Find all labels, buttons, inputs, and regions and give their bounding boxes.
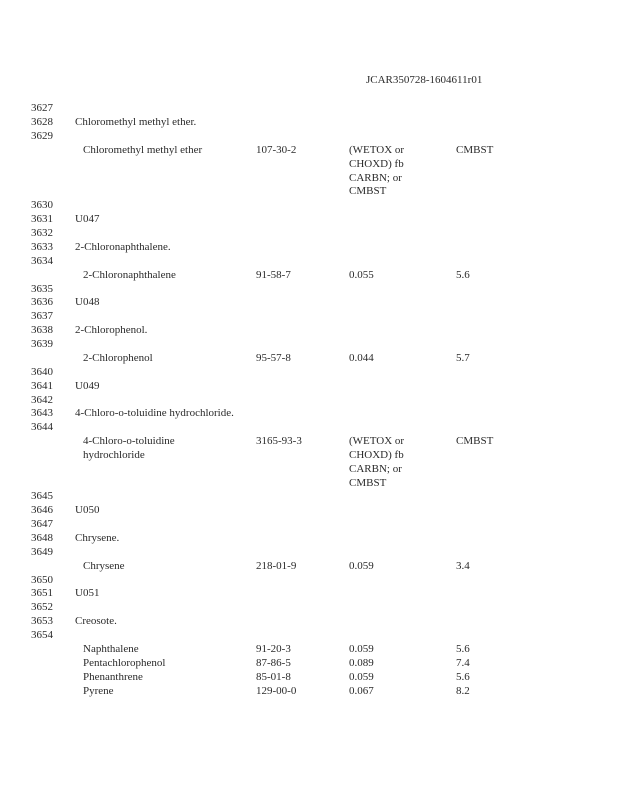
wastewater-standard: 0.055 bbox=[349, 269, 374, 281]
wastewater-standard: 0.067 bbox=[349, 685, 374, 697]
wastewater-standard: CMBST bbox=[349, 477, 387, 489]
constituent-name: 4-Chloro-o-toluidine bbox=[83, 435, 175, 447]
line-number: 3639 bbox=[31, 338, 53, 350]
line-number: 3634 bbox=[31, 255, 53, 267]
nonwastewater-standard: 5.7 bbox=[456, 352, 470, 364]
line-number: 3629 bbox=[31, 130, 53, 142]
line-number: 3642 bbox=[31, 394, 53, 406]
line-number: 3633 bbox=[31, 241, 53, 253]
section-title: 2-Chlorophenol. bbox=[75, 324, 148, 336]
waste-code: U048 bbox=[75, 296, 100, 308]
nonwastewater-standard: 8.2 bbox=[456, 685, 470, 697]
line-number: 3637 bbox=[31, 310, 53, 322]
section-title: Chrysene. bbox=[75, 532, 120, 544]
nonwastewater-standard: 3.4 bbox=[456, 560, 470, 572]
nonwastewater-standard: 7.4 bbox=[456, 657, 470, 669]
wastewater-standard: 0.059 bbox=[349, 671, 374, 683]
waste-code: U049 bbox=[75, 380, 100, 392]
line-number: 3635 bbox=[31, 283, 53, 295]
constituent-name: 2-Chlorophenol bbox=[83, 352, 153, 364]
constituent-name: Chloromethyl methyl ether bbox=[83, 144, 203, 156]
constituent-name: hydrochloride bbox=[83, 449, 145, 461]
constituent-name: Pentachlorophenol bbox=[83, 657, 166, 669]
line-number: 3653 bbox=[31, 615, 53, 627]
nonwastewater-standard: 5.6 bbox=[456, 671, 470, 683]
waste-code: U051 bbox=[75, 587, 100, 599]
cas-number: 91-58-7 bbox=[256, 269, 291, 281]
line-number: 3648 bbox=[31, 532, 53, 544]
section-title: Creosote. bbox=[75, 615, 117, 627]
line-number: 3640 bbox=[31, 366, 53, 378]
wastewater-standard: 0.089 bbox=[349, 657, 374, 669]
waste-code: U047 bbox=[75, 213, 100, 225]
line-number: 3647 bbox=[31, 518, 53, 530]
cas-number: 107-30-2 bbox=[256, 144, 297, 156]
line-number: 3650 bbox=[31, 574, 53, 586]
nonwastewater-standard: 5.6 bbox=[456, 269, 470, 281]
cas-number: 91-20-3 bbox=[256, 643, 291, 655]
line-number: 3652 bbox=[31, 601, 53, 613]
wastewater-standard: 0.044 bbox=[349, 352, 374, 364]
constituent-name: Naphthalene bbox=[83, 643, 139, 655]
line-number: 3631 bbox=[31, 213, 53, 225]
line-number: 3627 bbox=[31, 102, 53, 114]
section-title: 4-Chloro-o-toluidine hydrochloride. bbox=[75, 407, 234, 419]
constituent-name: 2-Chloronaphthalene bbox=[83, 269, 176, 281]
line-number: 3646 bbox=[31, 504, 53, 516]
nonwastewater-standard: CMBST bbox=[456, 435, 494, 447]
line-number: 3638 bbox=[31, 324, 53, 336]
wastewater-standard: (WETOX or bbox=[349, 435, 405, 447]
line-number: 3651 bbox=[31, 587, 53, 599]
wastewater-standard: 0.059 bbox=[349, 643, 374, 655]
line-number: 3628 bbox=[31, 116, 53, 128]
line-number: 3643 bbox=[31, 407, 53, 419]
line-number: 3630 bbox=[31, 199, 53, 211]
wastewater-standard: CHOXD) fb bbox=[349, 158, 404, 170]
wastewater-standard: (WETOX or bbox=[349, 144, 405, 156]
waste-code: U050 bbox=[75, 504, 100, 516]
nonwastewater-standard: 5.6 bbox=[456, 643, 470, 655]
nonwastewater-standard: CMBST bbox=[456, 144, 494, 156]
cas-number: 129-00-0 bbox=[256, 685, 297, 697]
constituent-name: Pyrene bbox=[83, 685, 114, 697]
cas-number: 85-01-8 bbox=[256, 671, 291, 683]
cas-number: 95-57-8 bbox=[256, 352, 291, 364]
constituent-name: Chrysene bbox=[83, 560, 125, 572]
constituent-name: Phenanthrene bbox=[83, 671, 143, 683]
section-title: Chloromethyl methyl ether. bbox=[75, 116, 197, 128]
document-id: JCAR350728-1604611r01 bbox=[366, 74, 483, 86]
line-number: 3636 bbox=[31, 296, 53, 308]
wastewater-standard: CARBN; or bbox=[349, 172, 402, 184]
line-number: 3645 bbox=[31, 490, 53, 502]
line-number: 3641 bbox=[31, 380, 53, 392]
wastewater-standard: CMBST bbox=[349, 185, 387, 197]
wastewater-standard: CHOXD) fb bbox=[349, 449, 404, 461]
line-number: 3654 bbox=[31, 629, 53, 641]
cas-number: 3165-93-3 bbox=[256, 435, 302, 447]
line-number: 3649 bbox=[31, 546, 53, 558]
cas-number: 218-01-9 bbox=[256, 560, 297, 572]
wastewater-standard: CARBN; or bbox=[349, 463, 402, 475]
cas-number: 87-86-5 bbox=[256, 657, 291, 669]
wastewater-standard: 0.059 bbox=[349, 560, 374, 572]
line-number: 3632 bbox=[31, 227, 53, 239]
line-number: 3644 bbox=[31, 421, 53, 433]
section-title: 2-Chloronaphthalene. bbox=[75, 241, 171, 253]
